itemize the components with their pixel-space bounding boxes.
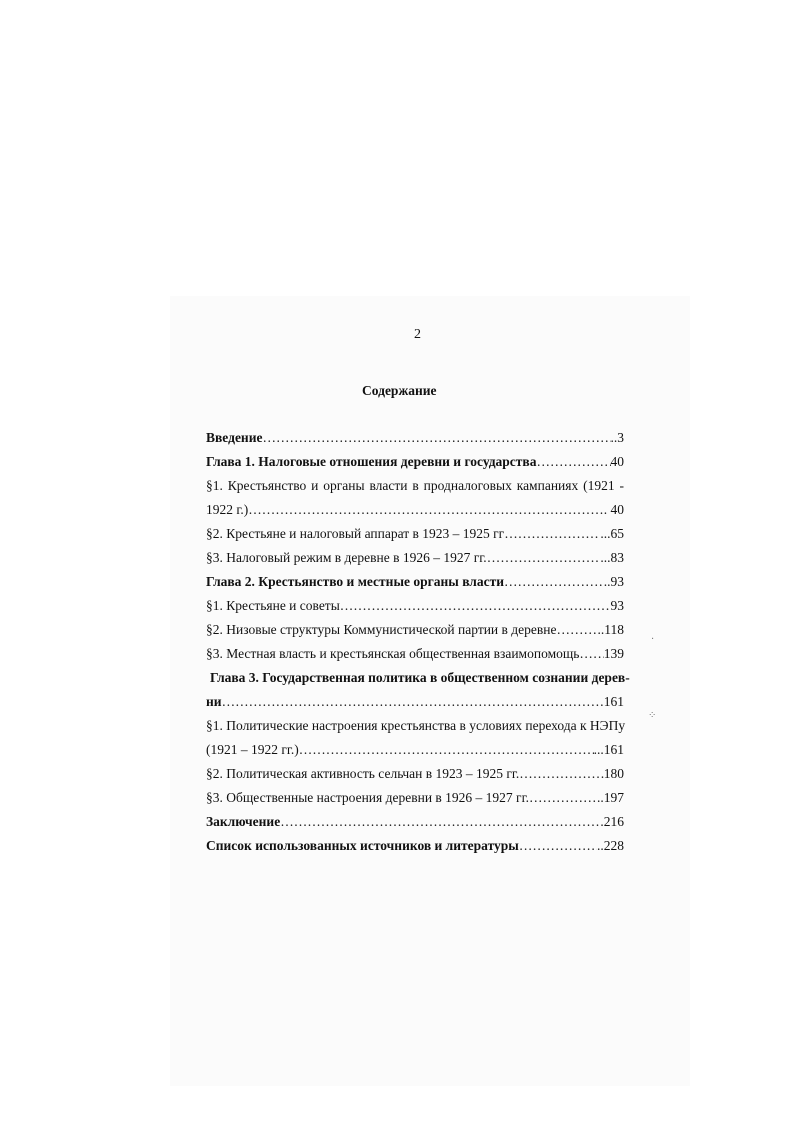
toc-entry-text: §2. Политическая активность сельчан в 1923 – 1925 гг.	[206, 766, 520, 781]
toc-entry-page: . 40	[603, 502, 624, 517]
scan-speck: ⁘	[648, 710, 657, 721]
toc-entry-page: ..228	[597, 838, 624, 853]
toc-entry-text: 1922 г.)	[206, 502, 249, 517]
toc-entry-text: §3. Налоговый режим в деревне в 1926 – 1927 гг.	[206, 550, 487, 565]
toc-entry-page: ..93	[603, 574, 624, 589]
toc-entry	[206, 666, 630, 690]
toc-leader-dots	[519, 834, 597, 858]
toc-entry-page: ..3	[610, 430, 624, 445]
toc-entry	[206, 762, 624, 786]
toc-entry-page: 180	[603, 766, 624, 781]
toc-entry-page: 93	[610, 598, 624, 613]
toc-entry-text: ни	[206, 694, 222, 709]
toc-entry	[206, 594, 624, 618]
toc-entry-text: Заключение	[206, 814, 281, 829]
toc-entry	[206, 498, 624, 522]
toc-entry-page: 40	[610, 454, 624, 469]
toc-entry-text: Глава 2. Крестьянство и местные органы власти	[206, 574, 505, 589]
toc-entry-text: (1921 – 1922 гг.)	[206, 742, 299, 757]
toc-leader-dots	[579, 642, 603, 666]
toc-entry-text: §2. Крестьяне и налоговый аппарат в 1923 – 1925 гг	[206, 526, 505, 541]
toc-leader-dots	[556, 618, 597, 642]
toc-entry-page: 161	[603, 694, 624, 709]
toc-entry-text: §3. Общественные настроения деревни в 1926 – 1927 гг.	[206, 790, 529, 805]
toc-leader-dots	[504, 522, 600, 546]
toc-entry-text: Введение	[206, 430, 263, 445]
toc-entry	[206, 474, 624, 498]
table-of-contents	[206, 426, 630, 858]
toc-entry-text: §1. Крестьянство и органы власти в продналоговых кампаниях (1921 -	[206, 478, 624, 493]
toc-entry-page: ...83	[600, 550, 624, 565]
toc-leader-dots	[248, 498, 603, 522]
toc-entry-text: Список использованных источников и литературы	[206, 838, 519, 853]
toc-entry	[206, 450, 624, 474]
toc-leader-dots	[504, 570, 604, 594]
toc-entry-text: §1. Политические настроения крестьянства в условиях перехода к НЭПу	[206, 718, 626, 733]
toc-entry	[206, 426, 624, 450]
toc-entry-page: ..197	[597, 790, 624, 805]
page-number: 2	[414, 327, 421, 342]
scan-speck: ·	[651, 634, 655, 645]
toc-entry-page: 216	[603, 814, 624, 829]
toc-entry-text: §3. Местная власть и крестьянская общественная взаимопомощь	[206, 646, 580, 661]
toc-leader-dots	[262, 426, 610, 450]
toc-entry	[206, 522, 624, 546]
toc-entry-text: §2. Низовые структуры Коммунистической партии в деревне	[206, 622, 557, 637]
toc-entry-page: ...65	[600, 526, 624, 541]
toc-entry	[206, 810, 624, 834]
toc-entry-text: Глава 3. Государственная политика в общественном сознании дерев-	[210, 670, 630, 685]
toc-entry	[206, 834, 624, 858]
toc-leader-dots	[519, 762, 604, 786]
toc-leader-dots	[529, 786, 597, 810]
toc-entry-page: ...161	[593, 742, 624, 757]
toc-entry-page: ..118	[597, 622, 624, 637]
toc-entry	[206, 642, 624, 666]
toc-title: Содержание	[362, 383, 437, 398]
toc-entry	[206, 786, 624, 810]
toc-entry-text: §1. Крестьяне и советы	[206, 598, 340, 613]
toc-entry	[206, 570, 624, 594]
toc-entry	[206, 618, 624, 642]
toc-leader-dots	[487, 546, 601, 570]
toc-entry-text: Глава 1. Налоговые отношения деревни и государства	[206, 454, 537, 469]
toc-entry	[206, 690, 624, 714]
toc-entry	[206, 738, 624, 762]
toc-leader-dots	[299, 738, 594, 762]
toc-entry	[206, 714, 624, 738]
toc-leader-dots	[280, 810, 604, 834]
toc-entry-page: 139	[603, 646, 624, 661]
toc-leader-dots	[536, 450, 610, 474]
toc-entry	[206, 546, 624, 570]
toc-leader-dots	[222, 690, 604, 714]
toc-leader-dots	[340, 594, 611, 618]
